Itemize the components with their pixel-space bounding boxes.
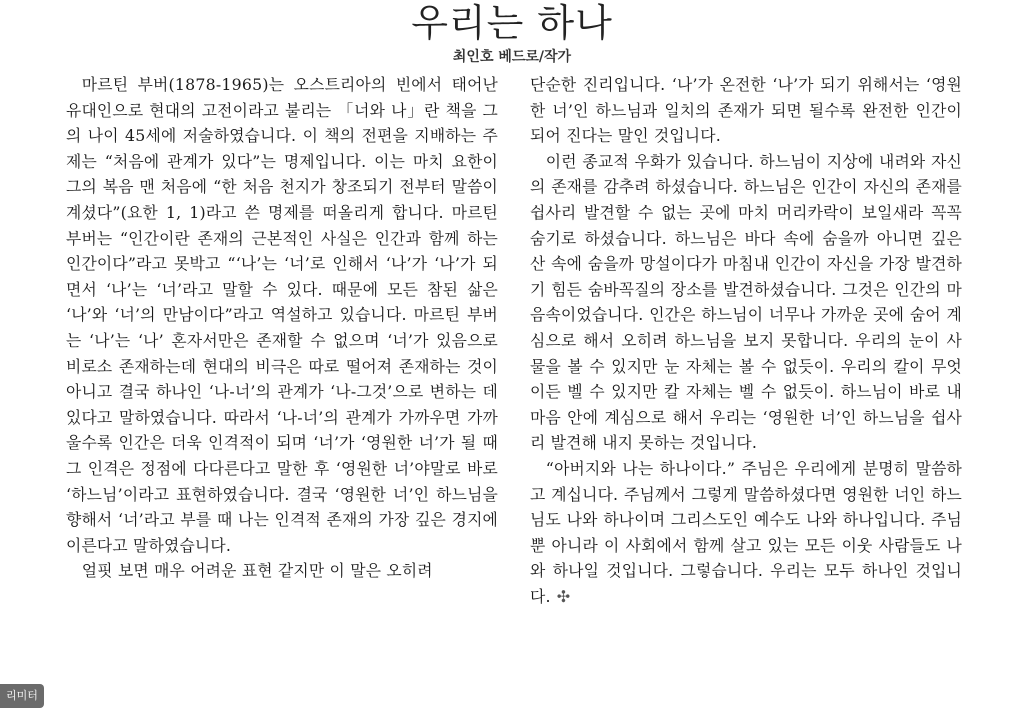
article-title: 우리는 하나 — [411, 1, 613, 45]
paragraph-3: 이런 종교적 우화가 있습니다. 하느님이 지상에 내려와 자신의 존재를 감추려 하셨습니다. 하느님은 인간이 자신의 존재를 쉽사리 발견할 수 없는 곳에 마치 머리카락이 보일새라 꼭꼭 숨기로 하셨습니다. 하느님은 바다 속에 숨을까 아니면 깊은 산 속에 숨을까 망설이다가 마침내 인간이 자신을 가장 발견하기 힘든 숨바꼭질의 장소를 발견하셨습니다. 그것은 인간의 마음속이었습니다. 인간은 하느님이 너무나 가까운 곳에 숨어 계심으로 해서 오히려 하느님을 보지 못합니다. 우리의 눈이 사물을 볼 수 있지만 눈 자체는 볼 수 없듯이. 우리의 칼이 무엇이든 벨 수 있지만 칼 자체는 벨 수 없듯이. 하느님이 바로 내 마음 안에 계심으로 해서 우리는 ‘영원한 너’인 하느님을 쉽사리 발견해 내지 못하는 것입니다. — [530, 151, 962, 453]
paragraph-4 — [530, 456, 962, 610]
article-byline: 최인호 베드로/작가 — [452, 49, 572, 65]
left-column — [66, 72, 498, 584]
paragraph-4-text: “아버지와 나는 하나이다.” 주님은 우리에게 분명히 말씀하고 계십니다. 주님께서 그렇게 말씀하셨다면 영원한 너인 하느님도 나와 하나이며 그리스도인 예수도 나와 하나입니다. 주님뿐 아니라 이 사회에서 함께 살고 있는 모든 이웃 사람들도 나와 하나일 것입니다. 그렇습니다. 우리는 모두 하나인 것입니다. — [530, 458, 962, 606]
right-column — [530, 72, 962, 609]
ruler-tool-button[interactable]: 리미터 — [0, 684, 44, 708]
end-mark-icon: ✣ — [556, 586, 571, 606]
paragraph-2-continued: 단순한 진리입니다. ‘나’가 온전한 ‘나’가 되기 위해서는 ‘영원한 너’인 하느님과 일치의 존재가 되면 될수록 완전한 인간이 되어 진다는 말인 것입니다. — [530, 75, 962, 146]
paragraph-2: 얼핏 보면 매우 어려운 표현 같지만 이 말은 오히려 — [81, 561, 433, 581]
paragraph-1: 마르틴 부버(1878-1965)는 오스트리아의 빈에서 태어난 유대인으로 현대의 고전이라고 불리는 「너와 나」란 책을 그의 나이 45세에 저술하였습니다. 이 책의 전편을 지배하는 주제는 “처음에 관계가 있다”는 명제입니다. 이는 마치 요한이 그의 복음 맨 처음에 “한 처음 천지가 창조되기 전부터 말씀이 계셨다”(요한 1, 1)라고 쓴 명제를 떠올리게 합니다. 마르틴 부버는 “인간이란 존재의 근본적인 사실은 인간과 함께 하는 인간이다”라고 못박고 “‘나’는 ‘너’로 인해서 ‘나’가 ‘나’가 되면서 ‘나’는 ‘너’라고 말할 수 있다. 때문에 모든 참된 삶은 ‘나’와 ‘너’의 만남이다”라고 역설하고 있습니다. 마르틴 부버는 ‘나’는 ‘나’ 혼자서만은 존재할 수 없으며 ‘너’가 있음으로 비로소 존재하는데 현대의 비극은 따로 떨어져 존재하는 것이 아니고 결국 하나인 ‘나-너’의 관계가 ‘나-그것’으로 변하는 데 있다고 말하였습니다. 따라서 ‘나-너’의 관계가 가까우면 가까울수록 인간은 더욱 인격적이 되며 ‘너’가 ‘영원한 너’가 될 때 그 인격은 정점에 다다른다고 말한 후 ‘영원한 너’야말로 바로 ‘하느님’이라고 표현하였습니다. 결국 ‘영원한 너’인 하느님을 향해서 ‘너’라고 부를 때 나는 인격적 존재의 가장 깊은 경지에 이른다고 말하였습니다. — [66, 75, 498, 555]
